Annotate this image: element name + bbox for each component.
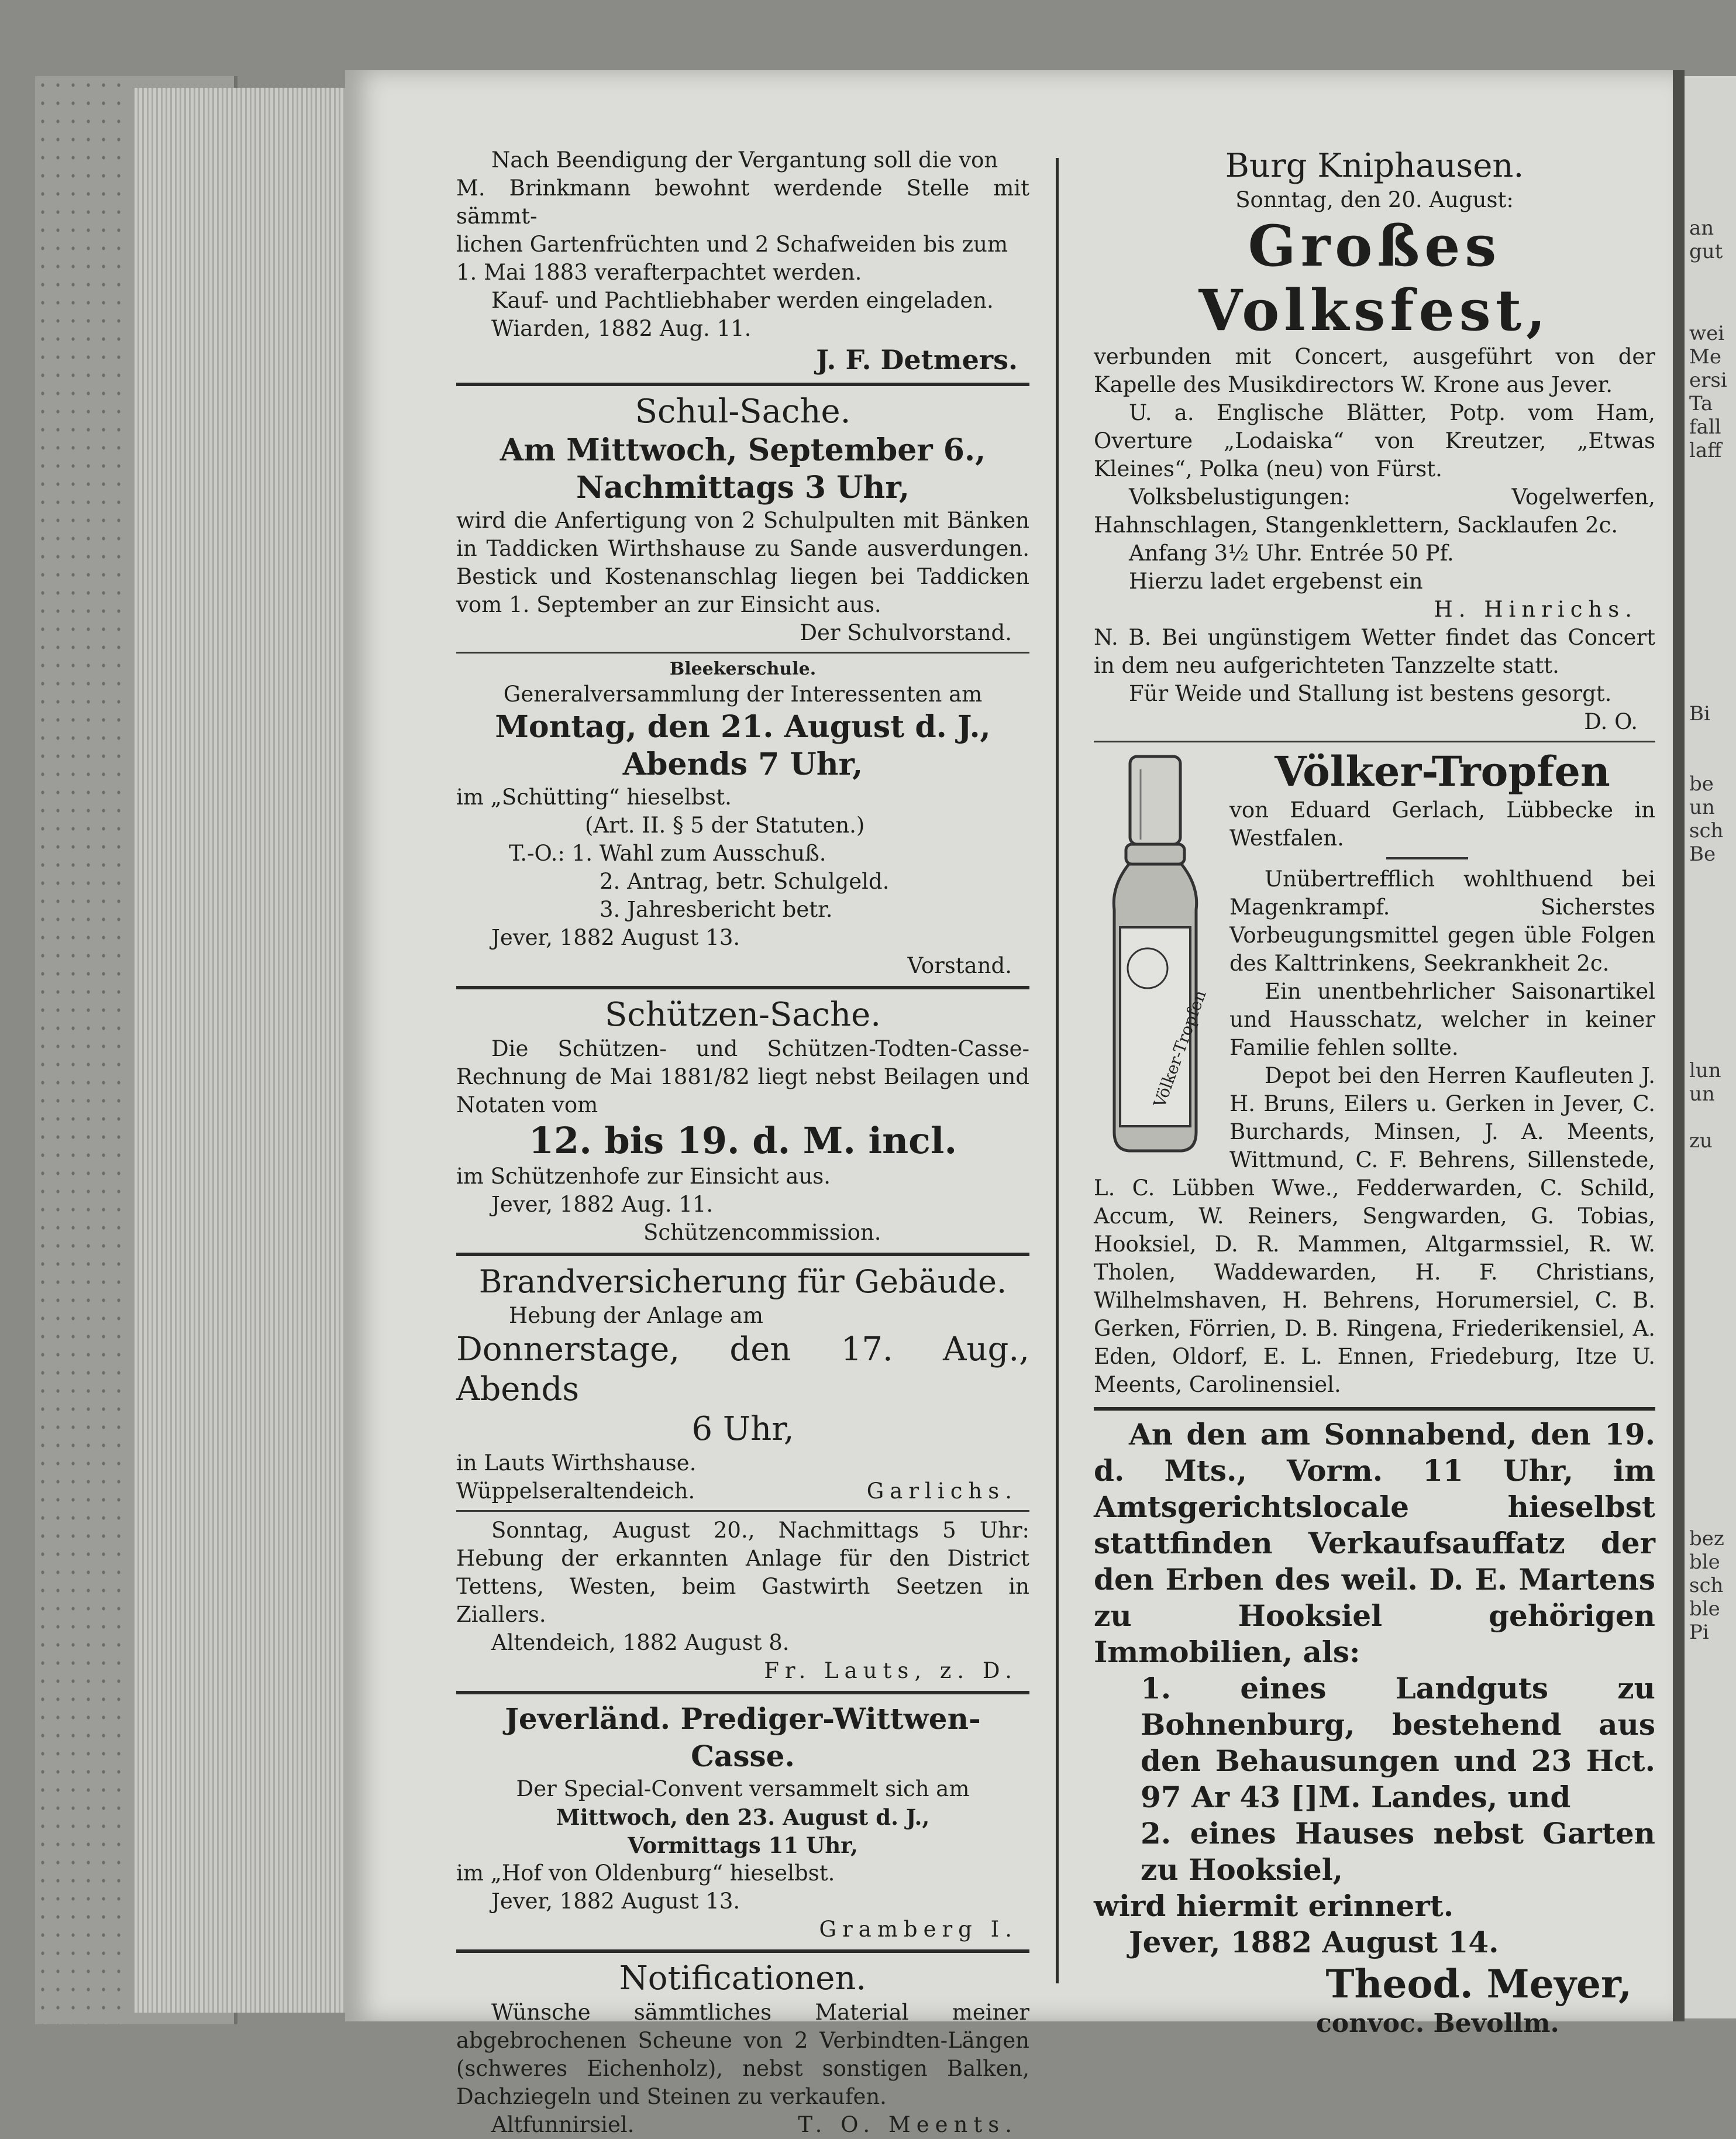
ad-date: Mittwoch, den 23. August d. J., <box>556 1804 930 1830</box>
place-date: Altendeich, 1882 August 8. <box>491 1630 790 1655</box>
left-column <box>456 146 1029 2139</box>
ad-line: M. Brinkmann bewohnt werdende Stelle mit sämmt- <box>456 176 1029 229</box>
ad-place-title: Burg Kniphausen. <box>1225 147 1524 185</box>
signature: T. O. Meents. <box>798 2112 1018 2137</box>
bottle-label: Völker-Tropfen <box>1149 988 1210 1110</box>
ad-date: Sonntag, den 20. August: <box>1235 187 1514 212</box>
ad-dates: 12. bis 19. d. M. incl. <box>528 1119 957 1162</box>
next-page-fragment: un <box>1689 796 1715 819</box>
ad-body: Ein unentbehrlicher Saisonartikel und Hausschatz, welcher in keiner Familie fehlen sollte. <box>1229 979 1655 1060</box>
place-signature-row <box>456 1477 1029 1505</box>
ad-line: Nach Beendigung der Vergantung soll die von <box>491 147 998 173</box>
right-column <box>1094 146 1655 2040</box>
ad-body: An den am Sonnabend, den 19. d. Mts., Vorm. 11 Uhr, im Amtsgerichtslocale hieselbst stattfinden Verkaufsauffatz der den Erben des weil. D. E. Martens zu Hooksiel gehörigen Immobilien, als: <box>1094 1417 1655 1669</box>
next-page-fragment: un <box>1689 1082 1715 1106</box>
ad-verpachtung <box>456 146 1029 377</box>
ad-sub: Hebung der Anlage am <box>509 1303 763 1328</box>
ad-line: Generalversammlung der Interessenten am <box>503 682 983 707</box>
short-rule <box>1386 857 1468 859</box>
ad-note: Für Weide und Stallung ist bestens gesorgt. <box>1129 681 1612 706</box>
ad-title: Völker-Tropfen <box>1275 747 1610 796</box>
ad-separator <box>456 652 1029 654</box>
ad-separator <box>456 1510 1029 1512</box>
next-page-fragment: wei <box>1689 322 1725 345</box>
ad-place: im Schützenhofe zur Einsicht aus. <box>456 1164 831 1189</box>
ad-title: Schützen-Sache. <box>604 996 881 1034</box>
next-page-edge <box>1685 76 1736 2018</box>
signature: Vorstand. <box>907 953 1012 978</box>
ad-title: Jeverländ. Prediger-Wittwen-Casse. <box>505 1701 981 1773</box>
place-date: Jever, 1882 August 13. <box>491 925 740 950</box>
next-page-fragment: be <box>1689 772 1714 796</box>
ad-item: 1. eines Landguts zu Bohnenburg, bestehend aus den Behausungen und 23 Hct. 97 Ar 43 []M. Landes, und <box>1141 1671 1655 1814</box>
bottle-illustration <box>1094 752 1217 1156</box>
next-page-fragment: Bi <box>1689 702 1710 725</box>
ad-body: wird die Anfertigung von 2 Schulpulten mit Bänken in Taddicken Wirthshause zu Sande ausverdungen. Bestick und Kostenanschlag liegen bei Taddicken vom 1. September an zur Einsicht aus. <box>456 508 1029 617</box>
ad-date: Donnerstage, den 17. Aug., Abends <box>456 1330 1029 1408</box>
ad-place: im „Hof von Oldenburg“ hieselbst. <box>456 1861 835 1886</box>
ad-date: Montag, den 21. August d. J., <box>495 709 991 745</box>
invite-text: Kauf- und Pachtliebhaber werden eingeladen. <box>491 288 994 313</box>
ad-separator <box>1094 1407 1655 1411</box>
next-page-fragment: Me <box>1689 345 1721 369</box>
ad-volksfest <box>1094 146 1655 736</box>
ad-time: Vormittags 11 Uhr, <box>628 1832 858 1858</box>
page-edges <box>135 88 374 2013</box>
signature: Garlichs. <box>866 1478 1018 1504</box>
signature: Der Schulvorstand. <box>800 620 1012 645</box>
ad-date: Am Mittwoch, September 6., <box>500 432 986 468</box>
ad-separator <box>456 383 1029 386</box>
signature: Fr. Lauts, z. D. <box>764 1658 1018 1683</box>
ad-title: Schul-Sache. <box>635 393 851 431</box>
ad-place: Altfunnirsiel. <box>491 2112 635 2137</box>
next-page-fragment: fall <box>1689 415 1721 439</box>
agenda-item: 2. Antrag, betr. Schulgeld. <box>600 869 890 894</box>
ad-separator <box>456 1949 1029 1953</box>
ad-maker: von Eduard Gerlach, Lübbecke in Westfalen. <box>1229 797 1655 851</box>
next-page-fragment: bez <box>1689 1527 1724 1550</box>
ad-brandversicherung <box>456 1262 1029 1685</box>
signature: H. Hinrichs. <box>1434 597 1638 622</box>
ad-body: Sonntag, August 20., Nachmittags 5 Uhr: Hebung der erkannten Anlage für den District Tettens, Westen, beim Gastwirth Seetzen in Ziallers. <box>456 1518 1029 1627</box>
ad-time: 6 Uhr, <box>691 1410 794 1448</box>
ad-separator <box>456 1691 1029 1694</box>
next-page-fragment: sch <box>1689 1574 1724 1597</box>
ad-schuetzen-sache <box>456 995 1029 1247</box>
ad-notificationen <box>456 1959 1029 2139</box>
ad-title: Brandversicherung für Gebäude. <box>478 1263 1007 1300</box>
ad-immobilien-verkauf <box>1094 1416 1655 2040</box>
ad-title: Großes Volksfest, <box>1198 213 1551 343</box>
place-date: Jever, 1882 August 13. <box>491 1889 740 1914</box>
ad-separator <box>456 1253 1029 1256</box>
ad-prediger-wittwen-casse <box>456 1700 1029 1944</box>
page-gutter <box>1673 70 1685 2021</box>
next-page-fragment: Ta <box>1689 392 1713 415</box>
ad-separator <box>1094 741 1655 742</box>
ad-bleekerschule <box>456 658 1029 980</box>
ad-place: im „Schütting“ hieselbst. <box>456 785 732 810</box>
ad-body: Die Schützen- und Schützen-Todten-Casse-Rechnung de Mai 1881/82 liegt nebst Beilagen und Notaten vom <box>456 1036 1029 1117</box>
ad-place: in Lauts Wirthshause. <box>456 1450 697 1476</box>
ad-time: Nachmittags 3 Uhr, <box>576 470 910 505</box>
next-page-fragment: ersi <box>1689 369 1727 392</box>
ad-line: 1. Mai 1883 verafterpachtet werden. <box>456 260 862 285</box>
next-page-fragment: Pi <box>1689 1621 1709 1644</box>
next-page-fragment: sch <box>1689 819 1724 842</box>
next-page-fragment: laff <box>1689 439 1722 462</box>
place-date: Jever, 1882 Aug. 11. <box>491 1192 714 1217</box>
ad-invite: Hierzu ladet ergebenst ein <box>1129 569 1423 594</box>
next-page-fragment: Be <box>1689 842 1716 866</box>
place-date: Jever, 1882 August 14. <box>1129 1925 1499 1959</box>
signature: J. F. Detmers. <box>816 344 1018 376</box>
ad-body: U. a. Englische Blätter, Potp. vom Ham, Overture „Lodaiska“ von Kreutzer, „Etwas Kleines“, Polka (neu) von Fürst. <box>1094 400 1655 482</box>
next-page-fragment: lun <box>1689 1059 1721 1082</box>
agenda-item: 3. Jahresbericht betr. <box>600 897 833 922</box>
signature: Theod. Meyer, <box>1325 1961 1632 2007</box>
next-page-fragment: zu <box>1689 1129 1713 1153</box>
ad-title: Bleekerschule. <box>669 659 817 679</box>
next-page-fragment: gut <box>1689 240 1723 263</box>
statute-ref: (Art. II. § 5 der Statuten.) <box>585 813 865 838</box>
next-page-fragment: ble <box>1689 1550 1720 1574</box>
next-page-fragment: an <box>1689 216 1714 240</box>
ad-place2: Wüppelseraltendeich. <box>456 1478 695 1504</box>
ad-start: Anfang 3½ Uhr. Entrée 50 Pf. <box>1129 541 1454 566</box>
place-signature-row <box>456 2111 1029 2139</box>
signature: Gramberg I. <box>819 1917 1018 1942</box>
ad-body: Wünsche sämmtliches Material meiner abgebrochenen Scheune von 2 Verbindten-Längen (schweres Eichenholz), nebst sonstigen Balken, Dachziegeln und Steinen zu verkaufen. <box>456 2000 1029 2109</box>
signature-role: convoc. Bevollm. <box>1316 2009 1559 2038</box>
ad-depot-list: Depot bei den Herren Kaufleuten J. H. Bruns, Eilers u. Gerken in Jever, C. Burchards, Minsen, J. A. Meents, Wittmund, C. F. Behrens, Sillenstede, L. C. Lübben Wwe., Fedderwarden, C. Schild, Accum, W. Reiners, Sengwarden, G. Tobias, Hooksiel, D. R. Mammen, Altgarmssiel, R. W. Tholen, Waddewarden, H. F. Christians, Wilhelmshaven, H. Behrens, Horumersiel, C. B. Gerken, Förrien, D. B. Ringena, Friederikensiel, A. Eden, Oldorf, E. L. Ennen, Friedeburg, Itze U. Meents, Carolinensiel. <box>1094 1063 1655 1397</box>
ad-body: Unübertrefflich wohlthuend bei Magenkrampf. Sicherstes Vorbeugungsmittel gegen üble Folgen des Kalttrinkens, Seekrankheit 2c. <box>1229 866 1655 976</box>
agenda-item: T.-O.: 1. Wahl zum Ausschuß. <box>509 841 826 866</box>
next-page-fragment: ble <box>1689 1597 1720 1621</box>
ad-item: 2. eines Hauses nebst Garten zu Hooksiel, <box>1141 1816 1655 1887</box>
ad-time: Abends 7 Uhr, <box>622 747 863 782</box>
place-date: Wiarden, 1882 Aug. 11. <box>491 316 752 341</box>
ad-title: Notificationen. <box>619 1959 867 1997</box>
ad-line: Der Special-Convent versammelt sich am <box>516 1776 970 1801</box>
ad-voelker-tropfen <box>1094 747 1655 1399</box>
signature: D. O. <box>1584 709 1638 734</box>
column-divider <box>1056 158 1059 1983</box>
ad-body: verbunden mit Concert, ausgeführt von der Kapelle des Musikdirectors W. Krone aus Jever. <box>1094 344 1655 397</box>
ad-body: Volksbelustigungen: Vogelwerfen, Hahnschlagen, Stangenklettern, Sacklaufen 2c. <box>1094 484 1655 538</box>
ad-schul-sache <box>456 392 1029 647</box>
signature: Schützencommission. <box>643 1220 881 1245</box>
ad-closing: wird hiermit erinnert. <box>1094 1889 1454 1923</box>
ad-separator <box>456 986 1029 989</box>
ad-note: N. B. Bei ungünstigem Wetter findet das Concert in dem neu aufgerichteten Tanzzelte statt. <box>1094 625 1655 678</box>
ad-line: lichen Gartenfrüchten und 2 Schafweiden bis zum <box>456 232 1008 257</box>
cover-texture <box>35 76 129 2024</box>
